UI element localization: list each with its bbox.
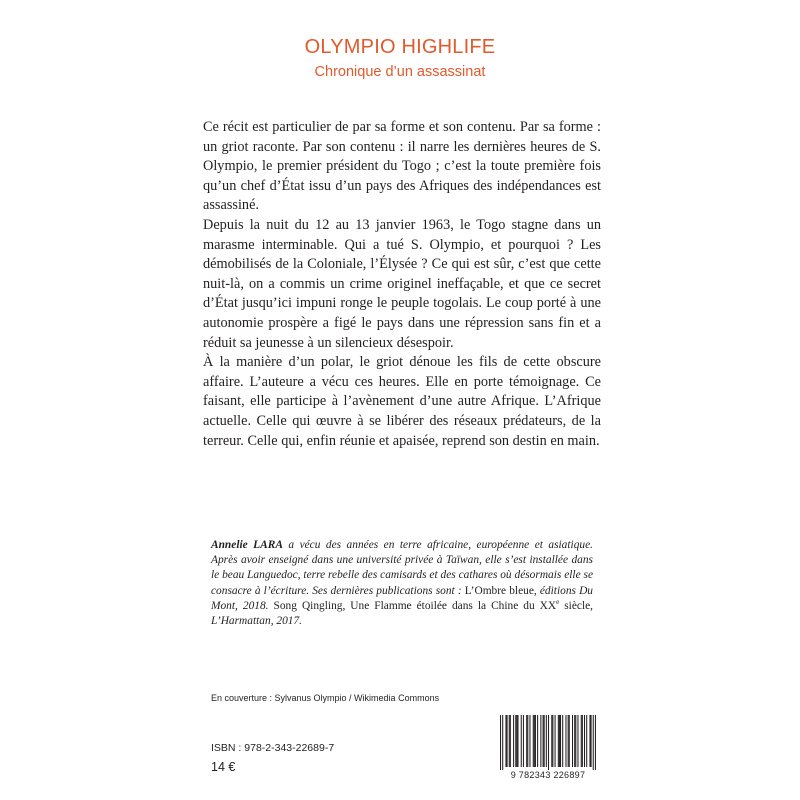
cover-credit: En couverture : Sylvanus Olympio / Wikimedia Commons [211,693,440,703]
bio-publisher-1: éditions Du Mont, 2018. [211,584,594,612]
summary-paragraph: Depuis la nuit du 12 au 13 janvier 1963, le Togo stagne dans un marasme interminable. Qui a tué S. Olympio, et pourquoi ? Les démobilisés de la Coloniale, l’Élysée ? Ce qui est sûr, c’est que cette nuit-là, on a commis un crime originel ineffaçable, et que ce secret d’État jusqu’ici impuni ronge le peuple togolais. Le coup porté à une autonomie prospère a figé le pays dans une répression sans fin et a réduit sa jeunesse à un silencieux désespoir. [203,216,601,351]
bio-book-2: Song Qingling, Une Flamme étoilée dans la Chine du XX [268,599,557,612]
isbn: ISBN : 978-2-343-22689-7 [211,742,335,754]
summary-text [203,118,601,451]
bio-publisher-2: L’Harmattan, 2017. [211,615,303,628]
barcode-digits: 9 782343 226897 [500,770,596,780]
price: 14 € [211,760,236,774]
bio-book-2-end: siècle, [559,599,594,612]
summary-paragraph: À la manière d’un polar, le griot dénoue les fils de cette obscure affaire. L’auteure a vécu ces heures. Elle en porte témoignage. Ce faisant, elle participe à l’avènement d’une autre Afrique. L’Afrique actuelle. Celle qui œuvre à se libérer des réseaux prédateurs, de la terreur. Celle qui, enfin réunie et apaisée, reprend son destin en main. [203,354,601,449]
author-name: Annelie LARA [211,539,283,551]
author-bio [211,538,593,629]
bio-text: a vécu des années en terre africaine, européenne et asiatique. Après avoir enseigné dans une université privée à Taïwan, elle s’est installée dans le beau Languedoc, terre rebelle des camisards et des cathares où désormais elle se consacre à l’écriture. Ses dernières publications sont : [211,539,593,597]
bio-book-1: L’Ombre bleue, [464,584,537,597]
book-title: OLYMPIO HIGHLIFE [304,36,496,58]
summary-paragraph: Ce récit est particulier de par sa forme et son contenu. Par sa forme : un griot raconte. Par son contenu : il narre les dernières heures de S. Olympio, le premier président du Togo ; c’est la toute première fois qu’un chef d’État issu d’un pays des Afriques des indépendances est assassiné. [203,119,601,214]
bio-book-2-sup: e [556,598,560,607]
book-subtitle: Chronique d’un assassinat [314,64,486,80]
